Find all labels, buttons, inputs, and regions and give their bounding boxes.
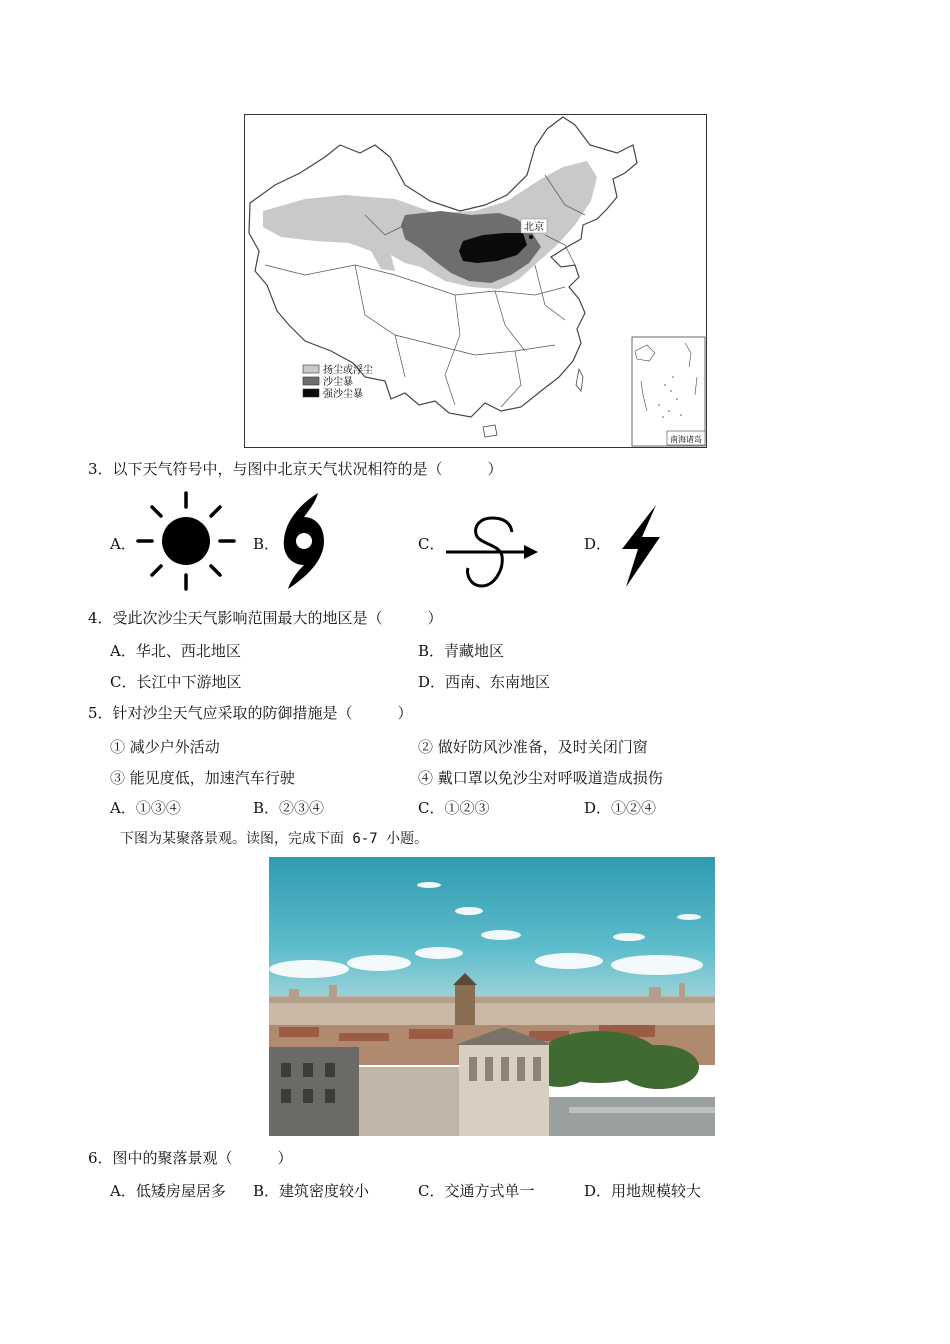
typhoon-icon[interactable]	[276, 491, 332, 591]
sandstorm-icon[interactable]	[444, 514, 540, 590]
q3-option-b-label[interactable]: B．	[253, 535, 280, 553]
q3-option-a-label[interactable]: A．	[110, 535, 136, 553]
q4-option-b[interactable]: B．青藏地区	[418, 642, 505, 660]
taiwan-island	[576, 369, 583, 391]
q4-option-c[interactable]: C．长江中下游地区	[110, 673, 242, 691]
q5-measure-2: ② 做好防风沙准备，及时关闭门窗	[418, 738, 648, 756]
section-intro: 下图为某聚落景观。读图，完成下面 6-7 小题。	[120, 831, 429, 847]
question-3-stem: 3．以下天气符号中，与图中北京天气状况相符的是（ ）	[88, 460, 503, 478]
q6-option-d[interactable]: D．用地规模较大	[584, 1182, 702, 1200]
south-china-sea-inset	[632, 337, 705, 446]
beijing-marker	[529, 235, 533, 239]
q6-option-b[interactable]: B．建筑密度较小	[253, 1182, 370, 1200]
beijing-label: 北京	[524, 222, 544, 233]
china-map	[245, 115, 706, 447]
q5-option-c[interactable]: C．①②③	[418, 799, 490, 817]
q5-measure-3: ③ 能见度低，加速汽车行驶	[110, 769, 295, 787]
dust-weather-map	[244, 114, 707, 448]
sun-icon[interactable]	[136, 491, 236, 591]
legend-label-medium: 沙尘暴	[323, 377, 353, 388]
q5-option-a[interactable]: A．①③④	[110, 799, 181, 817]
q6-option-c[interactable]: C．交通方式单一	[418, 1182, 535, 1200]
q3-option-c-label[interactable]: C．	[418, 535, 445, 553]
q5-measure-1: ① 减少户外活动	[110, 738, 220, 756]
q4-option-d[interactable]: D．西南、东南地区	[418, 673, 551, 691]
legend-label-strong: 强沙尘暴	[323, 389, 363, 400]
q6-option-a[interactable]: A．低矮房屋居多	[110, 1182, 226, 1200]
lightning-icon[interactable]	[612, 503, 664, 589]
q5-measure-4: ④ 戴口罩以免沙尘对呼吸道造成损伤	[418, 769, 663, 787]
inset-label: 南海诸岛	[670, 435, 702, 444]
legend-label-light: 扬尘或浮尘	[323, 365, 373, 376]
q4-option-a[interactable]: A．华北、西北地区	[110, 642, 241, 660]
question-4-stem: 4．受此次沙尘天气影响范围最大的地区是（ ）	[88, 609, 443, 627]
settlement-photo	[269, 857, 715, 1136]
map-legend	[303, 363, 373, 400]
question-5-stem: 5．针对沙尘天气应采取的防御措施是（ ）	[88, 704, 413, 722]
q5-option-b[interactable]: B．②③④	[253, 799, 325, 817]
question-6-stem: 6．图中的聚落景观（ ）	[88, 1149, 293, 1167]
q5-option-d[interactable]: D．①②④	[584, 799, 657, 817]
hainan-island	[483, 425, 497, 437]
cityscape-image	[269, 857, 715, 1136]
q3-option-d-label[interactable]: D．	[584, 535, 612, 553]
